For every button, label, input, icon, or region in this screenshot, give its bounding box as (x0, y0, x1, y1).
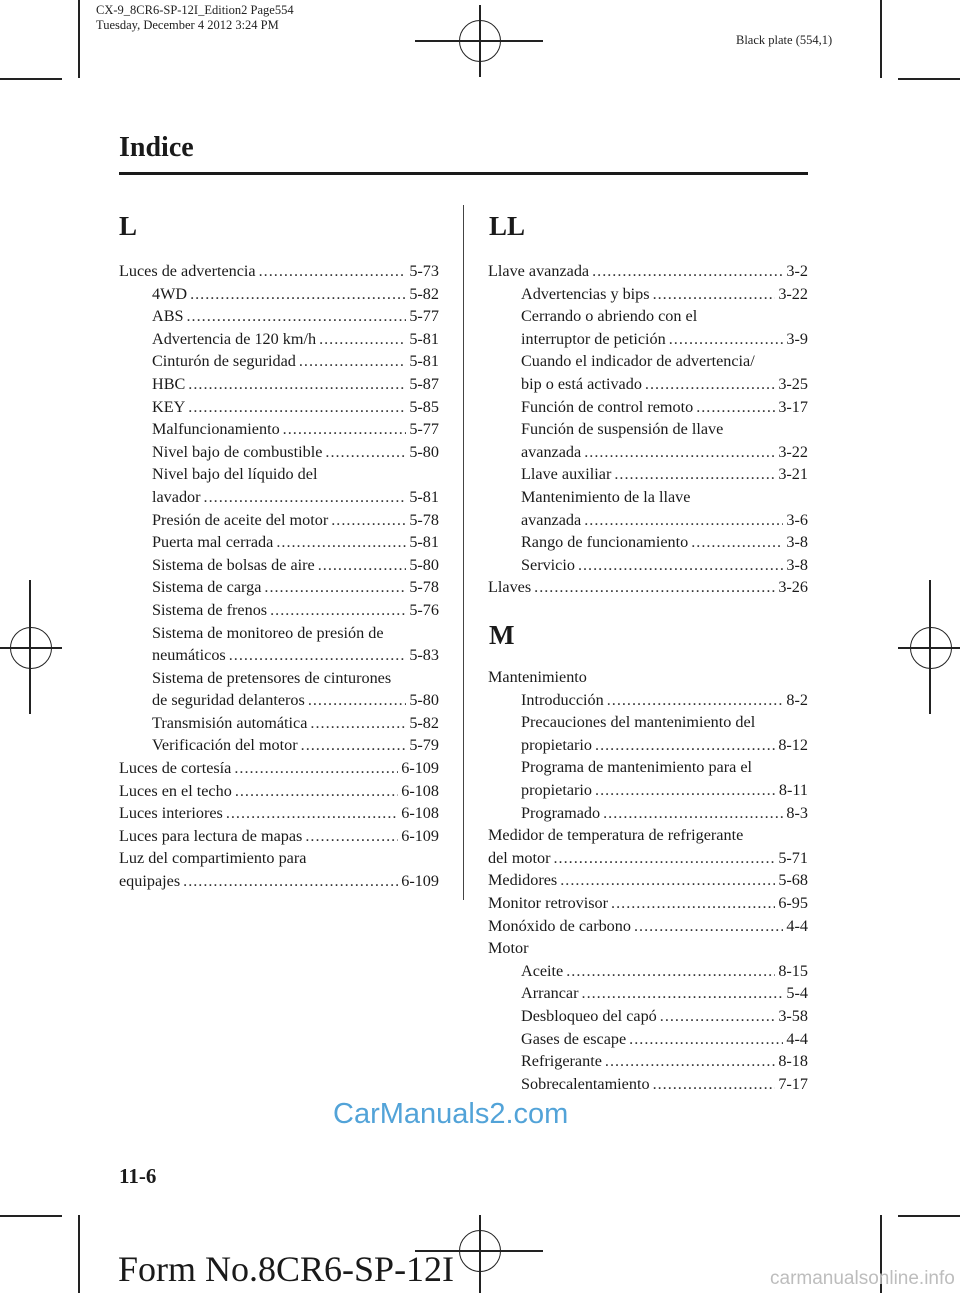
index-entry-text: equipajes (119, 872, 181, 891)
index-entry (119, 465, 439, 488)
index-entry (119, 285, 439, 308)
index-entry-page: 6-108 (401, 804, 439, 823)
index-entry-text: Programado (521, 803, 601, 822)
dot-leader (188, 398, 406, 417)
index-entry-page: 3-9 (786, 329, 808, 348)
dot-leader (614, 465, 775, 484)
index-entry (488, 781, 808, 804)
index-entry-text: Servicio (521, 555, 575, 574)
dot-leader (264, 578, 406, 597)
index-entry-text: Cerrando o abriendo con el (521, 307, 698, 326)
index-entry-text: Luces de cortesía (119, 759, 232, 778)
index-entry (119, 488, 439, 511)
index-entry (488, 713, 808, 736)
index-entry (488, 894, 808, 917)
index-entry (488, 420, 808, 443)
index-entry-page: 3-22 (778, 442, 808, 461)
index-entry (119, 759, 439, 782)
index-entry-text: del motor (488, 848, 551, 867)
dot-leader (190, 285, 406, 304)
index-entry-text: Sistema de bolsas de aire (152, 555, 315, 574)
index-entry-text: Programa de mantenimiento para el (521, 758, 753, 777)
index-entry-page: 5-76 (409, 600, 439, 619)
dot-leader (204, 488, 407, 507)
header-rule (119, 172, 808, 175)
dot-leader (611, 894, 775, 913)
crop-mark (898, 78, 960, 80)
dot-leader (605, 1052, 775, 1071)
index-entry (488, 984, 808, 1007)
index-entry (488, 691, 808, 714)
index-entry-text: Mantenimiento (488, 668, 587, 686)
index-entry (119, 624, 439, 647)
index-list-m (488, 668, 808, 1097)
index-entry (488, 262, 808, 285)
dot-leader (318, 556, 407, 575)
index-entry (488, 398, 808, 421)
dot-leader (229, 646, 407, 665)
dot-leader (582, 984, 784, 1003)
index-entry (488, 939, 808, 962)
index-entry-text: Medidores (488, 871, 558, 890)
index-entry-page: 8-12 (778, 735, 808, 754)
dot-leader (584, 511, 783, 530)
index-entry (488, 1030, 808, 1053)
index-entry-page: 3-8 (786, 555, 808, 574)
dot-leader (578, 556, 783, 575)
index-entry-page: 8-3 (786, 803, 808, 822)
index-list-l (119, 262, 439, 895)
index-entry-page: 5-83 (409, 646, 439, 665)
index-entry (119, 849, 439, 872)
index-entry-text: Desbloqueo del capó (521, 1006, 657, 1025)
index-entry-text: Arrancar (521, 984, 579, 1003)
index-entry-page: 3-6 (786, 510, 808, 529)
dot-leader (696, 398, 775, 417)
index-entry-text: Sistema de monitoreo de presión de (152, 623, 384, 642)
index-entry-text: Luces de advertencia (119, 262, 256, 280)
page-title: Indice (119, 132, 194, 163)
index-entry (119, 511, 439, 534)
dot-leader (660, 1007, 776, 1026)
dot-leader (305, 827, 398, 846)
dot-leader (534, 578, 775, 597)
dot-leader (566, 962, 775, 981)
dot-leader (276, 533, 406, 552)
index-entry (119, 646, 439, 669)
index-entry-page: 6-109 (401, 826, 439, 845)
dot-leader (691, 533, 783, 552)
index-entry-page: 3-2 (786, 262, 808, 280)
crop-mark (898, 1215, 960, 1217)
index-entry (488, 758, 808, 781)
dot-leader (595, 736, 775, 755)
index-entry-page: 6-108 (401, 781, 439, 800)
index-entry-page: 5-87 (409, 374, 439, 393)
index-entry-text: propietario (521, 780, 593, 799)
index-entry-text: propietario (521, 735, 593, 754)
index-entry-text: Llaves (488, 578, 532, 597)
dot-leader (584, 443, 775, 462)
index-entry-page: 5-81 (409, 329, 439, 348)
index-entry-text: lavador (152, 487, 201, 506)
crop-mark (78, 1215, 80, 1293)
index-entry (488, 511, 808, 534)
index-entry-text: Refrigerante (521, 1052, 602, 1071)
index-entry-text: Función de suspensión de llave (521, 420, 724, 439)
dot-leader (603, 804, 783, 823)
index-entry-text: Gases de escape (521, 1029, 627, 1048)
dot-leader (645, 375, 775, 394)
index-entry-page: 7-17 (778, 1074, 808, 1093)
index-entry (488, 871, 808, 894)
registration-line (0, 647, 62, 649)
index-entry-page: 6-109 (401, 872, 439, 891)
index-entry (488, 330, 808, 353)
print-slug-file: CX-9_8CR6-SP-12I_Edition2 Page554 (96, 3, 294, 17)
index-entry (488, 826, 808, 849)
index-entry-text: Monóxido de carbono (488, 916, 631, 935)
index-entry (119, 556, 439, 579)
print-slug-date: Tuesday, December 4 2012 3:24 PM (96, 18, 279, 32)
dot-leader (310, 714, 406, 733)
form-number: Form No.8CR6-SP-12I (118, 1249, 455, 1289)
index-entry-page: 5-81 (409, 352, 439, 371)
index-entry (488, 804, 808, 827)
index-entry (119, 804, 439, 827)
index-entry-page: 5-73 (409, 262, 439, 280)
index-entry-text: Nivel bajo de combustible (152, 442, 323, 461)
index-entry-page: 6-95 (778, 893, 808, 912)
index-entry-page: 5-68 (778, 871, 808, 890)
index-list-ll (488, 262, 808, 601)
index-entry-text: KEY (152, 397, 186, 416)
dot-leader (259, 262, 407, 281)
index-entry-page: 3-21 (778, 465, 808, 484)
index-entry-page: 4-4 (786, 916, 808, 935)
index-entry (488, 556, 808, 579)
dot-leader (669, 330, 784, 349)
index-entry-page: 5-77 (409, 307, 439, 326)
index-entry (488, 917, 808, 940)
index-entry-page: 5-77 (409, 420, 439, 439)
index-entry (488, 465, 808, 488)
crop-mark (880, 0, 882, 78)
index-entry-page: 3-26 (778, 578, 808, 597)
index-entry-page: 5-78 (409, 510, 439, 529)
index-entry-text: Luces interiores (119, 804, 223, 823)
index-entry-page: 3-58 (778, 1006, 808, 1025)
dot-leader (554, 849, 776, 868)
index-entry (119, 782, 439, 805)
index-entry-text: neumáticos (152, 646, 226, 665)
index-entry (488, 849, 808, 872)
crop-mark (0, 78, 62, 80)
index-entry-text: HBC (152, 374, 186, 393)
index-entry-page: 8-2 (786, 690, 808, 709)
index-entry (119, 375, 439, 398)
crop-mark (0, 1215, 62, 1217)
index-entry-text: Advertencias y bips (521, 284, 650, 303)
dot-leader (592, 262, 783, 281)
index-entry-page: 5-79 (409, 736, 439, 755)
index-entry-text: Sistema de pretensores de cinturones (152, 668, 392, 687)
index-entry-page: 5-81 (409, 487, 439, 506)
index-entry (119, 691, 439, 714)
index-entry (488, 352, 808, 375)
index-entry (119, 714, 439, 737)
dot-leader (270, 601, 406, 620)
index-entry (488, 443, 808, 466)
index-entry (488, 1007, 808, 1030)
index-entry-text: Función de control remoto (521, 397, 694, 416)
index-entry-page: 5-80 (409, 442, 439, 461)
index-entry-text: Sistema de carga (152, 578, 262, 597)
index-entry (119, 533, 439, 556)
index-entry (119, 872, 439, 895)
index-entry-text: ABS (152, 307, 184, 326)
index-entry-text: Llave auxiliar (521, 465, 612, 484)
index-entry-text: Sistema de frenos (152, 600, 268, 619)
index-entry-page: 5-78 (409, 578, 439, 597)
index-entry-text: Luces en el techo (119, 781, 232, 800)
index-entry-page: 3-17 (778, 397, 808, 416)
watermark-logo: CarManuals2.com (333, 1098, 569, 1130)
index-entry (488, 668, 808, 691)
index-entry (488, 962, 808, 985)
index-entry-text: Advertencia de 120 km/h (152, 329, 317, 348)
index-entry-text: Monitor retrovisor (488, 893, 609, 912)
index-entry (119, 578, 439, 601)
index-entry (488, 533, 808, 556)
index-entry-text: bip o está activado (521, 374, 642, 393)
index-entry-text: Verificación del motor (152, 736, 298, 755)
index-entry-page: 3-22 (778, 284, 808, 303)
index-entry-page: 4-4 (786, 1029, 808, 1048)
index-entry-text: Cuando el indicador de advertencia/ (521, 352, 755, 371)
index-entry-page: 8-15 (778, 961, 808, 980)
index-entry-page: 3-8 (786, 533, 808, 552)
crop-mark (78, 0, 80, 78)
index-entry-page: 5-82 (409, 713, 439, 732)
dot-leader (283, 420, 407, 439)
index-entry-page: 5-80 (409, 691, 439, 710)
index-entry (488, 1075, 808, 1098)
index-entry-text: Cinturón de seguridad (152, 352, 296, 371)
index-entry (119, 601, 439, 624)
index-entry (488, 736, 808, 759)
index-entry (119, 420, 439, 443)
dot-leader (325, 443, 406, 462)
index-entry-text: Sobrecalentamiento (521, 1074, 650, 1093)
watermark-site: carmanualsonline.info (770, 1268, 955, 1289)
index-entry-page: 5-81 (409, 533, 439, 552)
index-entry-page: 3-25 (778, 374, 808, 393)
column-divider (463, 205, 464, 900)
index-entry-text: 4WD (152, 284, 188, 303)
index-letter-ll: LL (489, 211, 526, 241)
index-entry-text: Medidor de temperatura de refrigerante (488, 826, 744, 845)
index-entry-page: 5-4 (786, 984, 808, 1003)
index-entry (488, 285, 808, 308)
index-entry-text: Mantenimiento de la llave (521, 487, 691, 506)
index-entry (488, 375, 808, 398)
index-entry-text: interruptor de petición (521, 329, 666, 348)
index-entry (119, 398, 439, 421)
index-entry-text: de seguridad delanteros (152, 691, 305, 710)
index-entry (488, 1052, 808, 1075)
index-entry (119, 443, 439, 466)
index-entry (119, 736, 439, 759)
index-entry-text: Introducción (521, 690, 604, 709)
index-entry-text: Presión de aceite del motor (152, 510, 329, 529)
index-entry-text: Rango de funcionamiento (521, 533, 689, 552)
dot-leader (634, 917, 783, 936)
dot-leader (319, 330, 406, 349)
dot-leader (653, 285, 776, 304)
print-slug-plate: Black plate (554,1) (736, 33, 833, 47)
dot-leader (183, 872, 398, 891)
index-entry-page: 5-85 (409, 397, 439, 416)
dot-leader (234, 759, 398, 778)
index-entry-text: Luz del compartimiento para (119, 849, 307, 868)
index-entry-text: Puerta mal cerrada (152, 533, 274, 552)
index-letter-l: L (119, 211, 138, 241)
dot-leader (301, 736, 407, 755)
dot-leader (331, 511, 406, 530)
index-entry-text: avanzada (521, 442, 582, 461)
index-entry-text: Aceite (521, 961, 564, 980)
page-number: 11-6 (119, 1164, 157, 1188)
index-letter-m: M (489, 620, 515, 650)
dot-leader (187, 307, 407, 326)
dot-leader (299, 352, 406, 371)
dot-leader (235, 782, 398, 801)
index-entry-page: 5-80 (409, 555, 439, 574)
dot-leader (653, 1075, 776, 1094)
index-entry-page: 5-82 (409, 284, 439, 303)
index-entry (488, 488, 808, 511)
dot-leader (226, 804, 398, 823)
dot-leader (595, 781, 776, 800)
dot-leader (308, 691, 407, 710)
index-entry-text: Luces para lectura de mapas (119, 826, 303, 845)
index-entry (119, 827, 439, 850)
index-entry-page: 6-109 (401, 759, 439, 778)
dot-leader (607, 691, 784, 710)
index-entry (119, 352, 439, 375)
dot-leader (560, 871, 775, 890)
index-entry (119, 307, 439, 330)
dot-leader (188, 375, 406, 394)
registration-line (415, 40, 543, 42)
index-entry-text: Nivel bajo del líquido del (152, 465, 318, 484)
index-entry-text: Llave avanzada (488, 262, 590, 280)
registration-line (479, 1215, 481, 1293)
index-entry (488, 578, 808, 601)
index-entry-text: Malfuncionamiento (152, 420, 280, 439)
index-entry-text: Precauciones del mantenimiento del (521, 713, 756, 732)
registration-line (898, 647, 960, 649)
index-entry-page: 8-18 (778, 1052, 808, 1071)
index-entry-text: Motor (488, 939, 529, 958)
index-entry-page: 8-11 (778, 780, 808, 799)
index-entry (119, 262, 439, 285)
index-entry-text: avanzada (521, 510, 582, 529)
dot-leader (629, 1030, 783, 1049)
index-entry (119, 330, 439, 353)
index-entry (488, 307, 808, 330)
index-entry-text: Transmisión automática (152, 713, 308, 732)
index-entry-page: 5-71 (778, 848, 808, 867)
index-entry (119, 669, 439, 692)
